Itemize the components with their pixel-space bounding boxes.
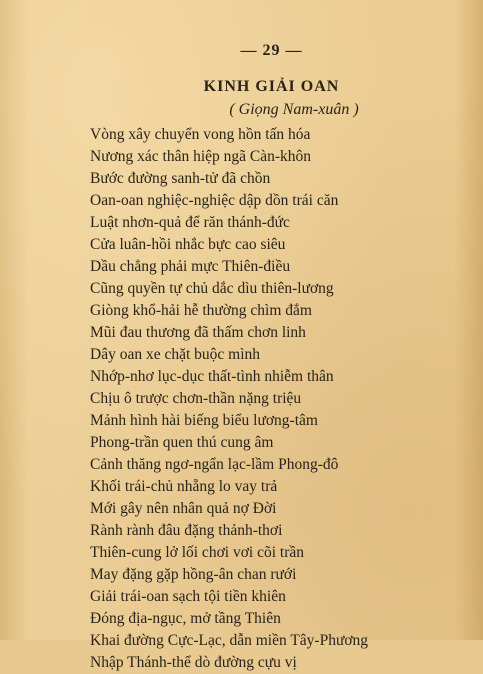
verse-line: Nhớp-nhơ lục-dục thất-tình nhiễm thân: [90, 368, 334, 385]
verse-line: Nhập Thánh-thể dò đường cựu vị: [90, 654, 297, 671]
verse-line: Oan-oan nghiệc-nghiệc dập dồn trái căn: [90, 192, 339, 209]
verse-line: Dầu chẳng phải mực Thiên-điều: [90, 258, 291, 275]
verse-block: [90, 124, 470, 674]
verse-line: Giòng khổ-hải hễ thường chìm đắm: [90, 302, 312, 319]
verse-line: Phong-trần quen thú cung âm: [90, 434, 274, 451]
page-number: — 29 —: [240, 42, 303, 59]
verse-line: Mới gây nên nhân quả nợ Đời: [90, 500, 277, 517]
verse-line: Rành rành đâu đặng thảnh-thơi: [90, 522, 283, 539]
verse-line: Nương xác thân hiệp ngã Càn-khôn: [90, 148, 312, 165]
verse-line: Thiên-cung lở lối chơi vơi cõi trần: [90, 544, 304, 561]
verse-line: Luật nhơn-quả để răn thánh-đức: [90, 214, 290, 231]
verse-line: Giải trái-oan sạch tội tiền khiên: [90, 588, 286, 605]
verse-line: Khối trái-chủ nhẵng lo vay trả: [90, 478, 278, 495]
verse-line: Bước đường sanh-tử đã chồn: [90, 170, 271, 187]
verse-line: May đặng gặp hồng-ân chan rưới: [90, 566, 297, 583]
verse-line: Vòng xây chuyển vong hồn tấn hóa: [90, 126, 311, 143]
prayer-title: KINH GIẢI OAN: [203, 78, 340, 95]
prayer-subtitle: ( Giọng Nam-xuân ): [229, 101, 359, 118]
verse-line: Mũi đau thương đã thấm chơn linh: [90, 324, 306, 341]
verse-line: Cũng quyền tự chủ dắc dìu thiên-lương: [90, 280, 334, 297]
verse-line: Đóng địa-ngục, mở tầng Thiên: [90, 610, 281, 627]
verse-line: Chịu ô trược chơn-thần nặng triệu: [90, 390, 302, 407]
verse-line: Cửa luân-hồi nhắc bực cao siêu: [90, 236, 286, 253]
verse-line: Khai đường Cực-Lạc, dẫn miền Tây-Phương: [90, 632, 369, 649]
verse-line: Cảnh thăng ngơ-ngẩn lạc-lầm Phong-đô: [90, 456, 339, 473]
verse-line: Mảnh hình hài biếng biểu lương-tâm: [90, 412, 318, 429]
verse-line: Dây oan xe chặt buộc mình: [90, 346, 261, 363]
